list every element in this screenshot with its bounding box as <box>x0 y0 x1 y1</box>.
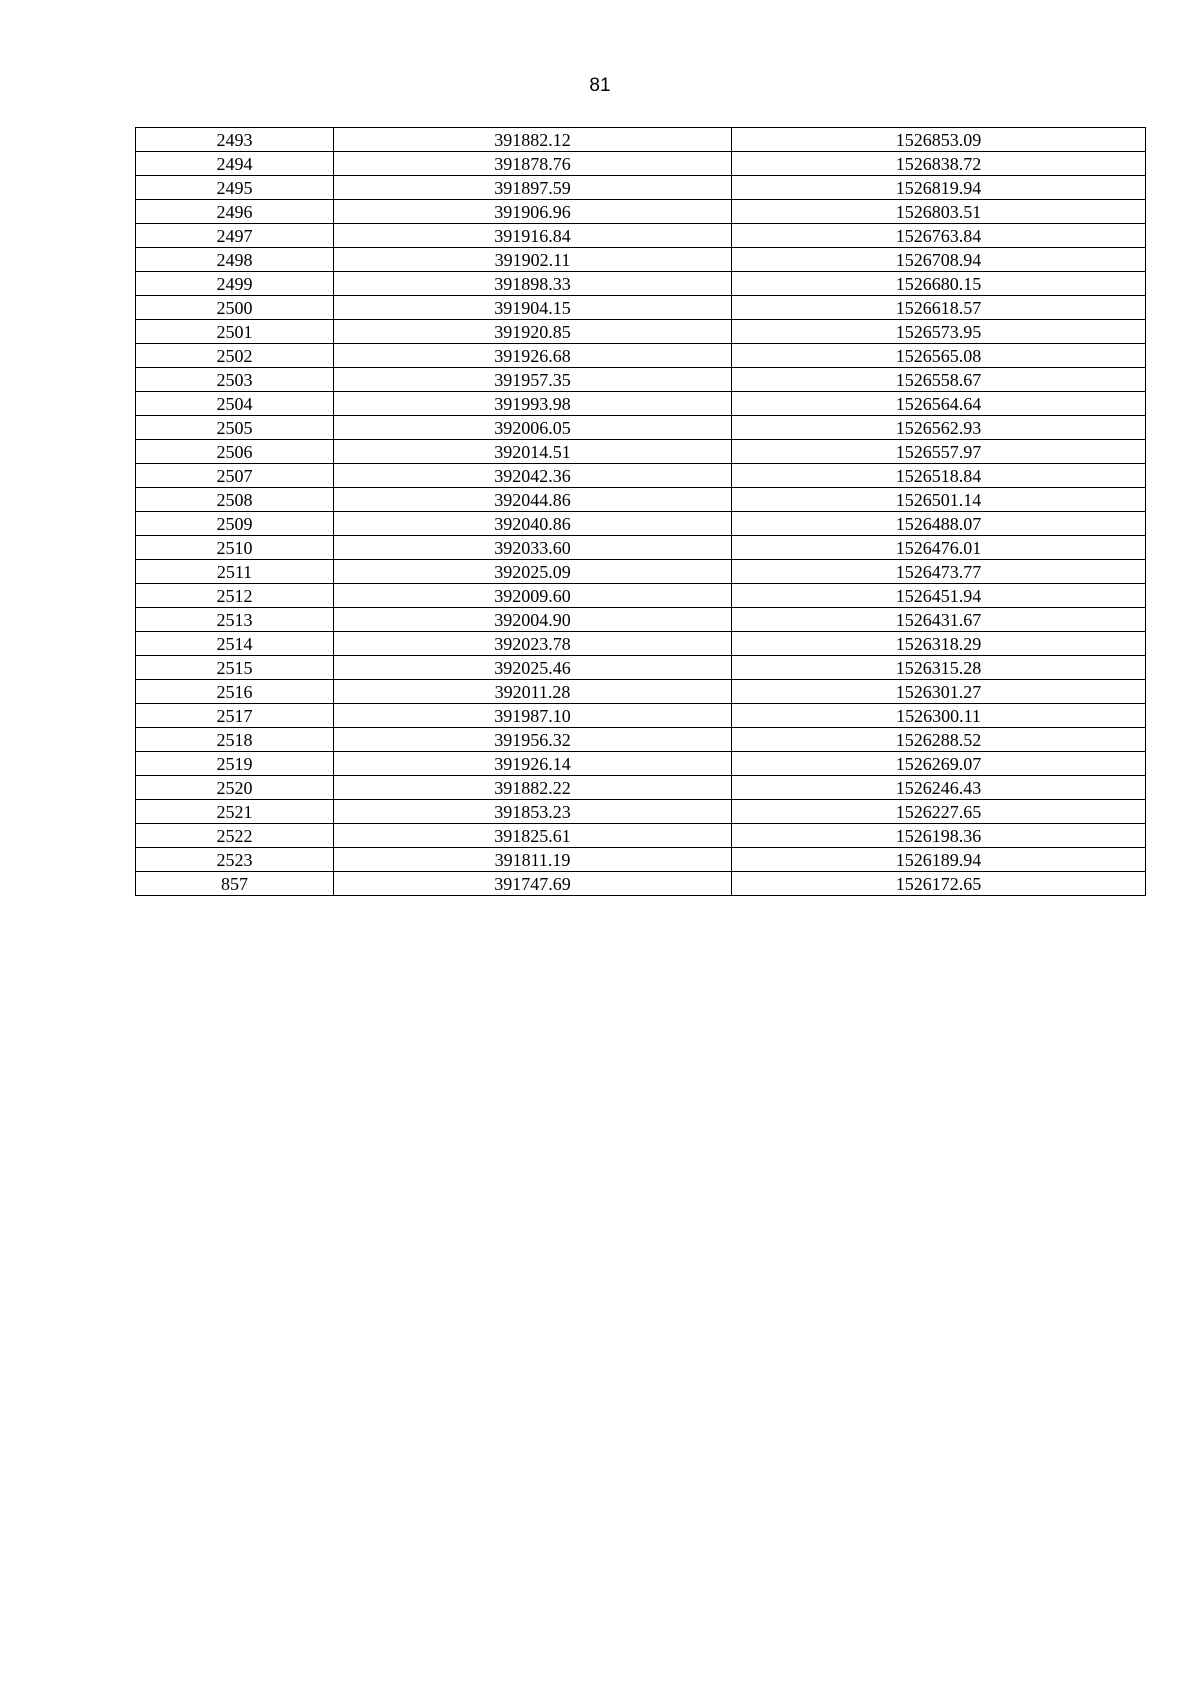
x-coordinate-cell: 391987.10 <box>334 704 732 728</box>
table-row <box>136 608 1146 632</box>
x-coordinate-cell: 391926.14 <box>334 752 732 776</box>
x-coordinate-cell: 392004.90 <box>334 608 732 632</box>
y-coordinate-cell: 1526269.07 <box>732 752 1146 776</box>
y-coordinate-cell: 1526451.94 <box>732 584 1146 608</box>
x-coordinate-cell: 392040.86 <box>334 512 732 536</box>
y-coordinate-cell: 1526172.65 <box>732 872 1146 896</box>
x-coordinate-cell: 392011.28 <box>334 680 732 704</box>
table-row <box>136 320 1146 344</box>
y-coordinate-cell: 1526501.14 <box>732 488 1146 512</box>
point-number-cell: 2509 <box>136 512 334 536</box>
x-coordinate-cell: 391825.61 <box>334 824 732 848</box>
point-number-cell: 2496 <box>136 200 334 224</box>
x-coordinate-cell: 392025.46 <box>334 656 732 680</box>
y-coordinate-cell: 1526565.08 <box>732 344 1146 368</box>
y-coordinate-cell: 1526803.51 <box>732 200 1146 224</box>
table-row <box>136 656 1146 680</box>
y-coordinate-cell: 1526838.72 <box>732 152 1146 176</box>
point-number-cell: 2518 <box>136 728 334 752</box>
coordinates-table-body <box>136 128 1146 896</box>
point-number-cell: 2522 <box>136 824 334 848</box>
table-row <box>136 296 1146 320</box>
point-number-cell: 2499 <box>136 272 334 296</box>
point-number-cell: 2502 <box>136 344 334 368</box>
x-coordinate-cell: 391897.59 <box>334 176 732 200</box>
point-number-cell: 2497 <box>136 224 334 248</box>
y-coordinate-cell: 1526476.01 <box>732 536 1146 560</box>
x-coordinate-cell: 391853.23 <box>334 800 732 824</box>
y-coordinate-cell: 1526227.65 <box>732 800 1146 824</box>
point-number-cell: 2514 <box>136 632 334 656</box>
y-coordinate-cell: 1526288.52 <box>732 728 1146 752</box>
point-number-cell: 2523 <box>136 848 334 872</box>
y-coordinate-cell: 1526318.29 <box>732 632 1146 656</box>
point-number-cell: 2501 <box>136 320 334 344</box>
table-row <box>136 728 1146 752</box>
point-number-cell: 2515 <box>136 656 334 680</box>
point-number-cell: 2493 <box>136 128 334 152</box>
table-row <box>136 344 1146 368</box>
x-coordinate-cell: 391957.35 <box>334 368 732 392</box>
y-coordinate-cell: 1526573.95 <box>732 320 1146 344</box>
point-number-cell: 2503 <box>136 368 334 392</box>
x-coordinate-cell: 391916.84 <box>334 224 732 248</box>
x-coordinate-cell: 392025.09 <box>334 560 732 584</box>
y-coordinate-cell: 1526708.94 <box>732 248 1146 272</box>
point-number-cell: 2517 <box>136 704 334 728</box>
x-coordinate-cell: 391926.68 <box>334 344 732 368</box>
point-number-cell: 2519 <box>136 752 334 776</box>
x-coordinate-cell: 392042.36 <box>334 464 732 488</box>
table-row <box>136 704 1146 728</box>
table-row <box>136 128 1146 152</box>
x-coordinate-cell: 392009.60 <box>334 584 732 608</box>
x-coordinate-cell: 391906.96 <box>334 200 732 224</box>
y-coordinate-cell: 1526558.67 <box>732 368 1146 392</box>
y-coordinate-cell: 1526488.07 <box>732 512 1146 536</box>
y-coordinate-cell: 1526431.67 <box>732 608 1146 632</box>
x-coordinate-cell: 391993.98 <box>334 392 732 416</box>
point-number-cell: 2500 <box>136 296 334 320</box>
table-row <box>136 584 1146 608</box>
table-row <box>136 224 1146 248</box>
x-coordinate-cell: 391882.12 <box>334 128 732 152</box>
y-coordinate-cell: 1526564.64 <box>732 392 1146 416</box>
table-row <box>136 272 1146 296</box>
table-row <box>136 536 1146 560</box>
table-row <box>136 752 1146 776</box>
table-row <box>136 848 1146 872</box>
point-number-cell: 2498 <box>136 248 334 272</box>
x-coordinate-cell: 392014.51 <box>334 440 732 464</box>
x-coordinate-cell: 391904.15 <box>334 296 732 320</box>
y-coordinate-cell: 1526819.94 <box>732 176 1146 200</box>
y-coordinate-cell: 1526562.93 <box>732 416 1146 440</box>
point-number-cell: 2521 <box>136 800 334 824</box>
x-coordinate-cell: 391747.69 <box>334 872 732 896</box>
y-coordinate-cell: 1526246.43 <box>732 776 1146 800</box>
point-number-cell: 2495 <box>136 176 334 200</box>
table-row <box>136 680 1146 704</box>
point-number-cell: 857 <box>136 872 334 896</box>
table-row <box>136 632 1146 656</box>
y-coordinate-cell: 1526198.36 <box>732 824 1146 848</box>
x-coordinate-cell: 392006.05 <box>334 416 732 440</box>
point-number-cell: 2505 <box>136 416 334 440</box>
point-number-cell: 2504 <box>136 392 334 416</box>
x-coordinate-cell: 391956.32 <box>334 728 732 752</box>
y-coordinate-cell: 1526557.97 <box>732 440 1146 464</box>
table-row <box>136 560 1146 584</box>
point-number-cell: 2520 <box>136 776 334 800</box>
point-number-cell: 2506 <box>136 440 334 464</box>
y-coordinate-cell: 1526618.57 <box>732 296 1146 320</box>
table-row <box>136 416 1146 440</box>
x-coordinate-cell: 391898.33 <box>334 272 732 296</box>
y-coordinate-cell: 1526300.11 <box>732 704 1146 728</box>
x-coordinate-cell: 391878.76 <box>334 152 732 176</box>
table-row <box>136 200 1146 224</box>
point-number-cell: 2494 <box>136 152 334 176</box>
table-row <box>136 152 1146 176</box>
table-row <box>136 440 1146 464</box>
table-row <box>136 392 1146 416</box>
x-coordinate-cell: 392033.60 <box>334 536 732 560</box>
x-coordinate-cell: 391902.11 <box>334 248 732 272</box>
point-number-cell: 2511 <box>136 560 334 584</box>
table-row <box>136 872 1146 896</box>
y-coordinate-cell: 1526473.77 <box>732 560 1146 584</box>
y-coordinate-cell: 1526853.09 <box>732 128 1146 152</box>
table-row <box>136 176 1146 200</box>
x-coordinate-cell: 391811.19 <box>334 848 732 872</box>
x-coordinate-cell: 392023.78 <box>334 632 732 656</box>
y-coordinate-cell: 1526315.28 <box>732 656 1146 680</box>
table-row <box>136 800 1146 824</box>
x-coordinate-cell: 391920.85 <box>334 320 732 344</box>
table-row <box>136 512 1146 536</box>
point-number-cell: 2513 <box>136 608 334 632</box>
point-number-cell: 2510 <box>136 536 334 560</box>
table-row <box>136 776 1146 800</box>
table-row <box>136 368 1146 392</box>
y-coordinate-cell: 1526301.27 <box>732 680 1146 704</box>
point-number-cell: 2516 <box>136 680 334 704</box>
point-number-cell: 2508 <box>136 488 334 512</box>
point-number-cell: 2507 <box>136 464 334 488</box>
y-coordinate-cell: 1526518.84 <box>732 464 1146 488</box>
x-coordinate-cell: 392044.86 <box>334 488 732 512</box>
point-number-cell: 2512 <box>136 584 334 608</box>
table-row <box>136 488 1146 512</box>
table-row <box>136 464 1146 488</box>
y-coordinate-cell: 1526189.94 <box>732 848 1146 872</box>
x-coordinate-cell: 391882.22 <box>334 776 732 800</box>
page-number: 81 <box>589 75 611 96</box>
coordinates-table <box>135 127 1146 896</box>
y-coordinate-cell: 1526680.15 <box>732 272 1146 296</box>
y-coordinate-cell: 1526763.84 <box>732 224 1146 248</box>
table-row <box>136 824 1146 848</box>
table-row <box>136 248 1146 272</box>
